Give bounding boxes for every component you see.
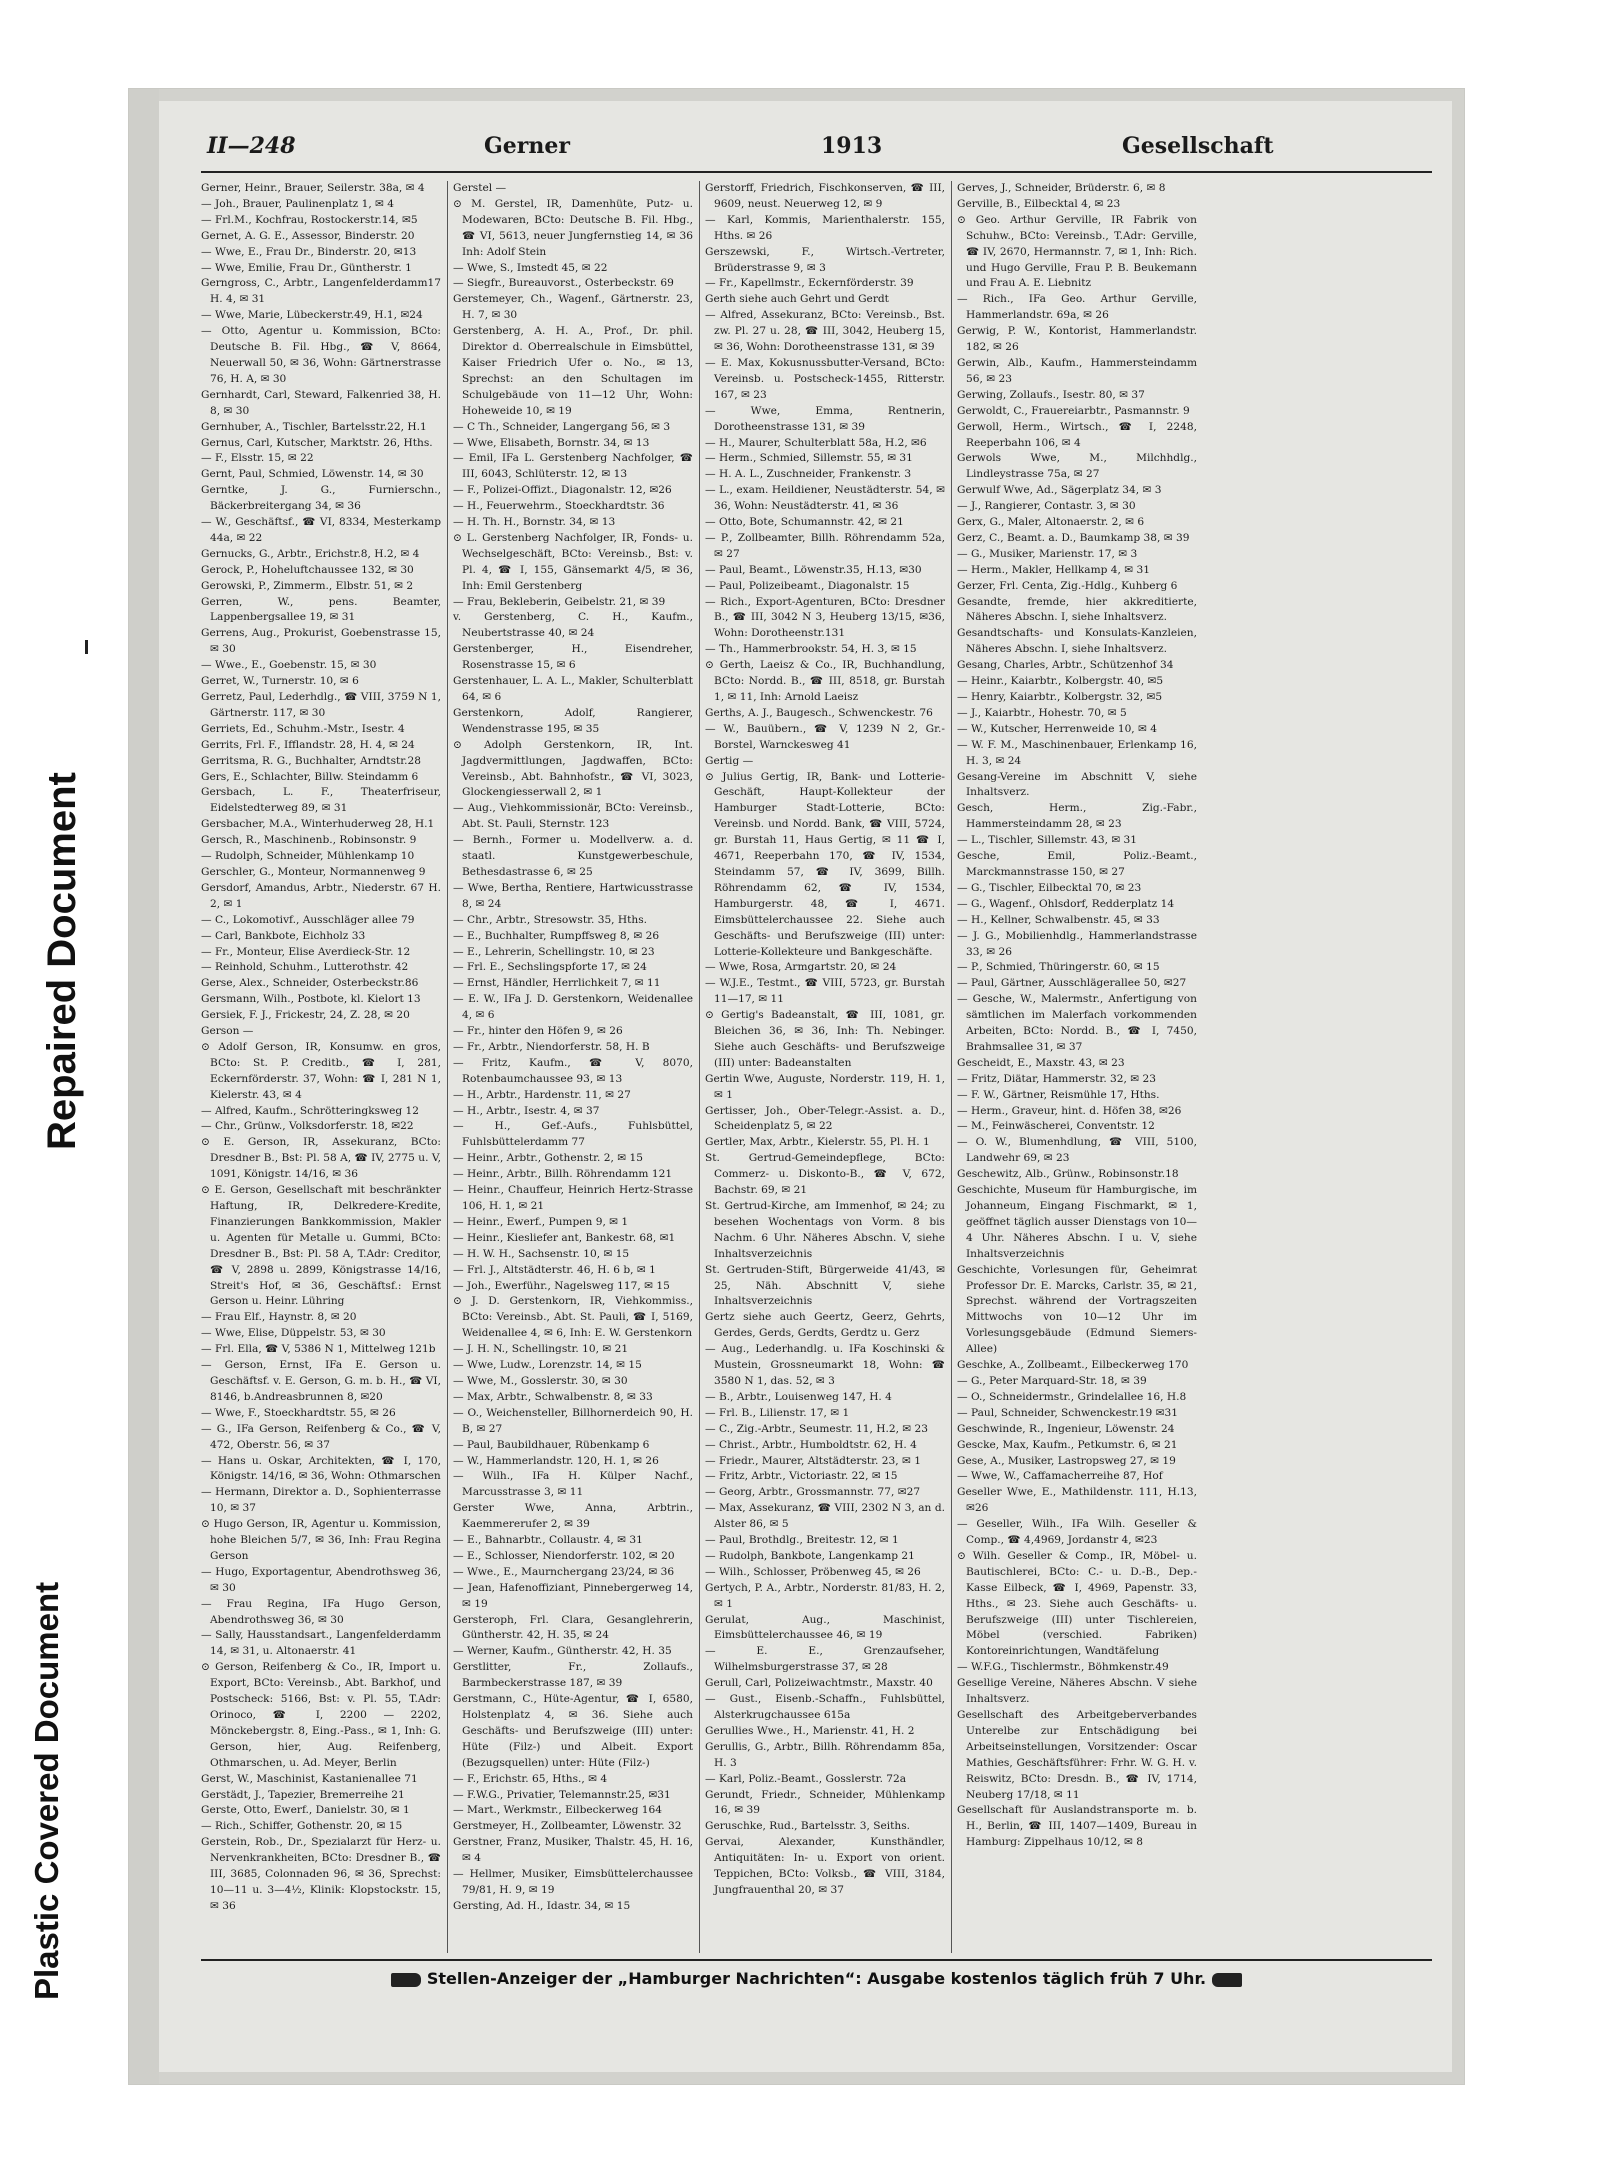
directory-entry: — Rich., Export-Agenturen, BCto: Dresdner B., ☎ III, 3042 N 3, Heuberg 13/15, ✉36, Wohn: Dorotheenstr.131	[705, 595, 945, 640]
directory-entry: Gerse, Alex., Schneider, Osterbeckstr.86	[201, 977, 419, 990]
directory-entry: Gerstel —	[453, 182, 507, 194]
directory-entry: Gerwols Wwe, M., Milchhdlg., Lindleystrasse 75a, ✉ 27	[957, 452, 1197, 481]
directory-entry: — Fritz, Arbtr., Victoriastr. 22, ✉ 15	[705, 1470, 898, 1483]
directory-entry: Gerritsma, R. G., Buchhalter, Arndtstr.28	[201, 754, 422, 767]
directory-entry: — P., Zollbeamter, Billh. Röhrendamm 52a, ✉ 27	[705, 531, 945, 560]
directory-entry: — Karl, Kommis, Marienthalerstr. 155, Hths. ✉ 26	[705, 213, 945, 242]
column-divider	[951, 181, 952, 1953]
directory-entry: — Otto, Agentur u. Kommission, BCto: Deutsche B. Fil. Hbg., ☎ V, 8664, Neuerwall 50, ✉ 36, Wohn: Gärtnerstrasse 76, H. A, ✉ 30	[201, 325, 441, 385]
directory-entry: — Frau Elf., Haynstr. 8, ✉ 20	[201, 1311, 357, 1324]
directory-entry: Gerths, A. J., Baugesch., Schwenckestr. 76	[705, 706, 933, 719]
directory-entry: — Friedr., Maurer, Altstädterstr. 23, ✉ 1	[705, 1454, 921, 1467]
directory-entry: — G., Peter Marquard-Str. 18, ✉ 39	[957, 1374, 1147, 1387]
directory-entry: Gerstorff, Friedrich, Fischkonserven, ☎ III, 9609, neust. Neuerweg 12, ✉ 9	[705, 182, 945, 210]
directory-entry: — Mart., Werkmstr., Eilbeckerweg 164	[453, 1804, 663, 1817]
directory-entry: Gerock, P., Hoheluftchaussee 132, ✉ 30	[201, 563, 414, 576]
directory-entry: — G., Musiker, Marienstr. 17, ✉ 3	[957, 547, 1138, 560]
directory-entry: — L., exam. Heildiener, Neustädterstr. 54, ✉ 36, Wohn: Neustädterstr. 41, ✉ 36	[705, 484, 945, 513]
directory-entry: Gerstenberg, A. H. A., Prof., Dr. phil. Direktor d. Oberrealschule in Eimsbüttel, Kaiser Friedrich Ufer o. No., ✉ 13, Sprechst: an den Schultagen im Schulgebäude von 11—12 Uhr, Wohn: Hoheweide 10, ✉ 19	[453, 325, 693, 417]
directory-entry: Gersch, R., Maschinenb., Robinsonstr. 9	[201, 834, 417, 847]
scanned-page	[128, 88, 1465, 2085]
directory-entry: — Bernh., Former u. Modellverw. a. d. staatl. Kunstgewerbeschule, Bethesdastrasse 6, ✉ 25	[453, 834, 693, 878]
directory-entry: Gerzer, Frl. Centa, Zig.-Hdlg., Kuhberg 6	[957, 579, 1178, 592]
directory-entry: — Aug., Lederhandlg. u. IFa Koschinski & Mustein, Grossneumarkt 18, Wohn: ☎ 3580 N 1, das. 52, ✉ 3	[705, 1343, 945, 1387]
directory-entry: Gersmann, Wilh., Postbote, kl. Kielort 13	[201, 993, 421, 1006]
directory-entry: — Chr., Arbtr., Stresowstr. 35, Hths.	[453, 913, 648, 926]
directory-entry: Gerret, W., Turnerstr. 10, ✉ 6	[201, 675, 359, 688]
directory-column-3	[705, 181, 945, 1951]
directory-entry: Gertig —	[705, 754, 754, 767]
directory-entry: — Joh., Ewerführ., Nagelsweg 117, ✉ 15	[453, 1279, 670, 1292]
directory-entry: Gerstmeyer, H., Zollbeamter, Löwenstr. 32	[453, 1820, 682, 1833]
directory-entry: Gerwing, Zollaufs., Isestr. 80, ✉ 37	[957, 388, 1145, 401]
directory-entry: — Fr., Kapellmstr., Eckernförderstr. 39	[705, 277, 914, 290]
footer-text: Stellen-Anzeiger der „Hamburger Nachrichten“: Ausgabe kostenlos täglich früh 7 Uhr.	[426, 1969, 1207, 1988]
directory-entry: Gernhardt, Carl, Steward, Falkenried 38, H. 8, ✉ 30	[201, 388, 441, 417]
directory-entry: — Gust., Eisenb.-Schaffn., Fuhlsbüttel, Alsterkrugchaussee 615a	[705, 1693, 945, 1721]
directory-entry: Geschichte, Vorlesungen für, Geheimrat Professor Dr. E. Marcks, Carlstr. 35, ✉ 21, Sprechst. während der Vortragszeiten Mittwochs von 10—12 Uhr im Vorlesungsgebäude (Edmund Siemers-Allee)	[957, 1263, 1197, 1356]
directory-entry: ⊙ Gertig's Badeanstalt, ☎ III, 1081, gr. Bleichen 36, ✉ 36, Inh: Th. Nebinger. Siehe auch Geschäfts- und Berufszweige (III) unter: Badeanstalten	[705, 1009, 945, 1069]
running-header	[129, 133, 1464, 169]
directory-entry: — Wwe, S., Imstedt 45, ✉ 22	[453, 261, 608, 274]
directory-entry: Gerste, Otto, Ewerf., Danielstr. 30, ✉ 1	[201, 1804, 410, 1817]
directory-entry: Gers, E., Schlachter, Billw. Steindamm 6	[201, 770, 419, 783]
directory-entry: Gertych, P. A., Arbtr., Norderstr. 81/83, H. 2, ✉ 1	[705, 1581, 945, 1610]
directory-entry: — Reinhold, Schuhm., Lutterothstr. 42	[201, 961, 409, 974]
directory-entry: — Frau Regina, IFa Hugo Gerson, Abendrothsweg 36, ✉ 30	[201, 1597, 441, 1626]
directory-entry: — P., Schmied, Thüringerstr. 60, ✉ 15	[957, 961, 1160, 974]
directory-entry: — O., Weichensteller, Billhornerdeich 90, H. B, ✉ 27	[453, 1406, 693, 1435]
directory-entry: — C., Zig.-Arbtr., Seumestr. 11, H.2, ✉ 23	[705, 1422, 929, 1435]
directory-entry: Gesellige Vereine, Näheres Abschn. V siehe Inhaltsverz.	[957, 1677, 1197, 1706]
directory-entry: — W.F.G., Tischlermstr., Böhmkenstr.49	[957, 1661, 1169, 1674]
directory-entry: St. Gertruden-Stift, Bürgerweide 41/43, ✉ 25, Näh. Abschnitt V, siehe Inhaltsverzeichnis	[705, 1263, 945, 1308]
directory-entry: — Wwe, Elisabeth, Bornstr. 34, ✉ 13	[453, 436, 650, 449]
directory-entry: — Gerson, Ernst, IFa E. Gerson u. Geschäftsf. v. E. Gerson, G. m. b. H., ☎ VI, 8146, b.Andreasbrunnen 8, ✉20	[201, 1359, 441, 1403]
directory-entry: — E. Max, Kokusnussbutter-Versand, BCto: Vereinsb. u. Postscheck-1455, Ritterstr. 167, ✉ 23	[705, 356, 945, 401]
directory-entry: — Werner, Kaufm., Güntherstr. 42, H. 35	[453, 1645, 672, 1658]
directory-entry: Gerves, J., Schneider, Brüderstr. 6, ✉ 8	[957, 182, 1166, 194]
directory-entry: Gerullis, G., Arbtr., Billh. Röhrendamm 85a, H. 3	[705, 1740, 945, 1769]
directory-entry: ⊙ Adolf Gerson, IR, Konsumw. en gros, BCto: St. P. Creditb., ☎ I, 281, Eckernförderstr. 37, Wohn: ☎ I, 281 N 1, Kielerstr. 43, ✉ 4	[201, 1040, 441, 1101]
directory-entry: — Frl.M., Kochfrau, Rostockerstr.14, ✉5	[201, 213, 418, 226]
directory-entry: — E. W., IFa J. D. Gerstenkorn, Weidenallee 4, ✉ 6	[453, 993, 693, 1022]
directory-entry: Gertler, Max, Arbtr., Kielerstr. 55, Pl. H. 1	[705, 1136, 930, 1149]
directory-entry: — B., Arbtr., Louisenweg 147, H. 4	[705, 1390, 892, 1403]
page-binding-edge	[129, 89, 159, 2084]
directory-entry: — Paul, Schneider, Schwenckestr.19 ✉31	[957, 1406, 1179, 1419]
directory-entry: — W., Kutscher, Herrenweide 10, ✉ 4	[957, 722, 1158, 735]
directory-entry: ⊙ Adolph Gerstenkorn, IR, Int. Jagdvermittlungen, Jagdwaffen, BCto: Vereinsb., Abt. Bahnhofstr., ☎ VI, 3023, Glockengiesserwall 2, ✉ 1	[453, 738, 693, 799]
directory-entry: Gersdorf, Amandus, Arbtr., Niederstr. 67 H. 2, ✉ 1	[201, 881, 441, 910]
directory-entry: Gerszewski, F., Wirtsch.-Vertreter, Brüderstrasse 9, ✉ 3	[705, 245, 945, 274]
header-rule	[201, 171, 1432, 173]
directory-entry: Gerstenberger, H., Eisendreher, Rosenstrasse 15, ✉ 6	[453, 643, 693, 672]
directory-entry: — Heinr., Chauffeur, Heinrich Hertz-Strasse 106, H. 1, ✉ 21	[453, 1184, 693, 1212]
directory-entry: — Christ., Arbtr., Humboldtstr. 62, H. 4	[705, 1438, 917, 1451]
directory-entry: Gernhuber, A., Tischler, Bartelsstr.22, H.1	[201, 420, 427, 433]
header-last-entry: Gesellschaft	[1122, 133, 1274, 159]
directory-entry: — Paul, Gärtner, Ausschlägerallee 50, ✉27	[957, 977, 1187, 990]
directory-entry: — G., IFa Gerson, Reifenberg & Co., ☎ V, 472, Oberstr. 56, ✉ 37	[201, 1422, 441, 1451]
directory-entry: Gesch, Herm., Zig.-Fabr., Hammersteindamm 28, ✉ 23	[957, 802, 1197, 831]
directory-entry: — H. W. H., Sachsenstr. 10, ✉ 15	[453, 1247, 630, 1260]
directory-entry: — Joh., Brauer, Paulinenplatz 1, ✉ 4	[201, 197, 395, 210]
directory-entry: — J. G., Mobilienhdlg., Hammerlandstrasse 33, ✉ 26	[957, 929, 1197, 958]
directory-entry: — C Th., Schneider, Langergang 56, ✉ 3	[453, 420, 671, 433]
directory-column-2	[453, 181, 693, 1951]
directory-entry: Gerull, Carl, Polizeiwachtmstr., Maxstr. 40	[705, 1677, 933, 1690]
directory-entry: — Aug., Viehkommissionär, BCto: Vereinsb., Abt. St. Pauli, Sternstr. 123	[453, 802, 693, 831]
directory-entry: Gerstenkorn, Adolf, Rangierer, Wendenstrasse 195, ✉ 35	[453, 706, 693, 735]
directory-entry: Gesche, Emil, Poliz.-Beamt., Marckmannstrasse 150, ✉ 27	[957, 850, 1197, 878]
directory-entry: Gerundt, Friedr., Schneider, Mühlenkamp 16, ✉ 39	[705, 1788, 945, 1817]
directory-entry: Gerst, W., Maschinist, Kastanienallee 71	[201, 1772, 418, 1785]
directory-entry: — F.W.G., Privatier, Telemannstr.25, ✉31	[453, 1788, 671, 1801]
directory-entry: Gerullies Wwe., H., Marienstr. 41, H. 2	[705, 1724, 915, 1737]
directory-entry: — Geseller, Wilh., IFa Wilh. Geseller & Comp., ☎ 4,4969, Jordanstr 4, ✉23	[957, 1518, 1197, 1547]
directory-entry: Geschke, A., Zollbeamt., Eilbeckerweg 170	[957, 1359, 1189, 1372]
directory-entry: Geschwinde, R., Ingenieur, Löwenstr. 24	[957, 1422, 1175, 1435]
directory-entry: — J., Kaiarbtr., Hohestr. 70, ✉ 5	[957, 706, 1127, 719]
directory-entry: — Heinr., Arbtr., Gothenstr. 2, ✉ 15	[453, 1152, 643, 1165]
directory-entry: ⊙ Julius Gertig, IR, Bank- und Lotterie-Geschäft, Haupt-Kollekteur der Hamburger Stadt-Lotterie, BCto: Vereinsb. und Nordd. Bank, ☎ VIII, 5724, gr. Burstah 11, Haus Gertig, ✉ 11 ☎ I, 4671, Reeperbahn 170, ☎ IV, 1534, Steindamm 57, ☎ IV, 3699, Billh. Röhrendamm 62, ☎ IV, 1534, Hamburgerstr. 48, ☎ I, 4671. Eimsbüttelerchaussee 22. Siehe auch Geschäfts- und Berufszweige (III) unter: Lotterie-Kollekteure und Bankgeschäfte.	[705, 770, 945, 958]
directory-entry: — Alfred, Kaufm., Schrötteringksweg 12	[201, 1104, 420, 1117]
directory-entry: — Fr., Monteur, Elise Averdieck-Str. 12	[201, 945, 411, 958]
directory-entry: ⊙ Gerson, Reifenberg & Co., IR, Import u. Export, BCto: Vereinsb., Abt. Barkhof, und Postscheck: 5166, Bst: v. Pl. 55, T.Adr: Orinoco, ☎ I, 2200 — 2202, Mönckebergstr. 8, Eing.-Pass., ✉ 1, Inh: G. Gerson, hier, Aug. Reifenberg, Othmarschen, u. Ad. Meyer, Berlin	[201, 1661, 441, 1769]
directory-entry: Gerren, W., pens. Beamter, Lappenbergsallee 19, ✉ 31	[201, 595, 441, 624]
directory-entry: — F. W., Gärtner, Reismühle 17, Hths.	[957, 1088, 1160, 1101]
directory-entry: — Wwe, W., Caffamacherreihe 87, Hof	[957, 1470, 1163, 1483]
directory-entry: — Heinr., Kaiarbtr., Kolbergstr. 40, ✉5	[957, 675, 1164, 688]
directory-entry: Gerschler, G., Monteur, Normannenweg 9	[201, 865, 426, 878]
directory-entry: — Wwe., E., Maurnchergang 23/24, ✉ 36	[453, 1565, 675, 1578]
directory-entry: — Wwe, Bertha, Rentiere, Hartwicusstrasse 8, ✉ 24	[453, 881, 693, 910]
directory-entry: Gesandtschafts- und Konsulats-Kanzleien, Näheres Abschn. I, siehe Inhaltsverz.	[957, 627, 1197, 656]
directory-entry: — Max, Arbtr., Schwalbenstr. 8, ✉ 33	[453, 1390, 653, 1403]
directory-entry: — F., Erichstr. 65, Hths., ✉ 4	[453, 1772, 608, 1785]
directory-entry: Gerretz, Paul, Lederhdlg., ☎ VIII, 3759 N 1, Gärtnerstr. 117, ✉ 30	[201, 691, 441, 719]
directory-entry: — G., Wagenf., Ohlsdorf, Redderplatz 14	[957, 897, 1175, 910]
directory-entry: — J., Rangierer, Contastr. 3, ✉ 30	[957, 500, 1136, 513]
directory-entry: — H., Arbtr., Isestr. 4, ✉ 37	[453, 1104, 600, 1117]
directory-entry: — Carl, Bankbote, Eichholz 33	[201, 929, 366, 942]
directory-entry: Geseller Wwe, E., Mathildenstr. 111, H.13, ✉26	[957, 1486, 1197, 1515]
directory-entry: — Georg, Arbtr., Grossmannstr. 77, ✉27	[705, 1486, 921, 1499]
directory-entry: — Henry, Kaiarbtr., Kolbergstr. 32, ✉5	[957, 691, 1163, 703]
directory-entry: — Wwe, Ludw., Lorenzstr. 14, ✉ 15	[453, 1359, 642, 1372]
header-year: 1913	[821, 133, 883, 159]
directory-entry: St. Gertrud-Gemeindepflege, BCto: Commerz- u. Diskonto-B., ☎ V, 672, Bachstr. 69, ✉ 21	[705, 1152, 945, 1197]
directory-entry: Gernet, A. G. E., Assessor, Binderstr. 20	[201, 229, 415, 242]
directory-entry: Gerwig, P. W., Kontorist, Hammerlandstr. 182, ✉ 26	[957, 325, 1197, 354]
directory-entry: — Frl. Ella, ☎ V, 5386 N 1, Mittelweg 121b	[201, 1343, 436, 1356]
directory-entry: Gerrits, Frl. F., Ifflandstr. 28, H. 4, ✉ 24	[201, 738, 415, 751]
directory-entry: Gese, A., Musiker, Lastropsweg 27, ✉ 19	[957, 1454, 1176, 1467]
directory-entry: — E., Schlosser, Niendorferstr. 102, ✉ 20	[453, 1549, 675, 1562]
directory-entry: — Rich., Schiffer, Gothenstr. 20, ✉ 15	[201, 1820, 403, 1833]
pointing-hand-icon	[391, 1973, 421, 1987]
directory-entry: Gerville, B., Eilbecktal 4, ✉ 23	[957, 197, 1121, 210]
directory-entry: — Frl. J., Altstädterstr. 46, H. 6 b, ✉ 1	[453, 1263, 656, 1276]
directory-entry: — E. E., Grenzaufseher, Wilhelmsburgerstrasse 37, ✉ 28	[705, 1645, 945, 1674]
directory-entry: ⊙ Hugo Gerson, IR, Agentur u. Kommission, hohe Bleichen 5/7, ✉ 36, Inh: Frau Regina Gerson	[201, 1518, 441, 1562]
directory-entry: Gersbacher, M.A., Winterhuderweg 28, H.1	[201, 818, 435, 831]
directory-entry: — G., Tischler, Eilbecktal 70, ✉ 23	[957, 881, 1142, 894]
directory-entry: Gerowski, P., Zimmerm., Elbstr. 51, ✉ 2	[201, 579, 414, 592]
directory-entry: Gerwoll, Herm., Wirtsch., ☎ I, 2248, Reeperbahn 106, ✉ 4	[957, 420, 1197, 449]
directory-entry: — F., Elsstr. 15, ✉ 22	[201, 452, 314, 465]
directory-entry: Gerner, Heinr., Brauer, Seilerstr. 38a, ✉ 4	[201, 182, 425, 194]
directory-entry: Gerz, C., Beamt. a. D., Baumkamp 38, ✉ 39	[957, 531, 1190, 544]
directory-entry: Gerstemeyer, Ch., Wagenf., Gärtnerstr. 23, H. 7, ✉ 30	[453, 293, 693, 322]
directory-entry: — Herm., Makler, Hellkamp 4, ✉ 31	[957, 563, 1150, 576]
edge-mark	[85, 640, 88, 654]
directory-entry: Gerrens, Aug., Prokurist, Goebenstrasse 15, ✉ 30	[201, 627, 441, 656]
header-first-entry: Gerner	[484, 133, 570, 159]
directory-entry: — Heinr., Ewerf., Pumpen 9, ✉ 1	[453, 1215, 629, 1228]
directory-entry: Gesandte, fremde, hier akkreditierte, Näheres Abschn. I, siehe Inhaltsverz.	[957, 595, 1197, 624]
directory-entry: ⊙ Wilh. Geseller & Comp., IR, Möbel- u. Bautischlerei, BCto: C.- u. D.-B., Dep.-Kasse Eilbeck, ☎ I, 4969, Papenstr. 33, Hths., ✉ 23. Siehe auch Geschäfts- u. Berufszweige (III) unter Tischlereien, Möbel (verschied. Fabriken) Kontoreinrichtungen, Wandtäfelung	[957, 1549, 1197, 1658]
directory-entry: — H., Kellner, Schwalbenstr. 45, ✉ 33	[957, 913, 1160, 926]
directory-entry: — Paul, Polizeibeamt., Diagonalstr. 15	[705, 579, 910, 592]
directory-entry: Geruschke, Rud., Bartelsstr. 3, Seiths.	[705, 1820, 911, 1833]
directory-entry: Gesang-Vereine im Abschnitt V, siehe Inhaltsverz.	[957, 770, 1197, 799]
directory-entry: Geschewitz, Alb., Grünw., Robinsonstr.18	[957, 1168, 1179, 1181]
directory-entry: — H., Feuerwehrm., Stoeckhardtstr. 36	[453, 500, 665, 513]
directory-entry: Gersting, Ad. H., Idastr. 34, ✉ 15	[453, 1899, 631, 1912]
directory-entry: — Frl. E., Sechslingspforte 17, ✉ 24	[453, 961, 647, 974]
directory-entry: Gervai, Alexander, Kunsthändler, Antiquitäten: In- u. Export von orient. Teppichen, BCto: Volksb., ☎ VIII, 3184, Jungfrauenthal 20, ✉ 37	[705, 1836, 945, 1896]
directory-entry: — J. H. N., Schellingstr. 10, ✉ 21	[453, 1343, 629, 1356]
directory-entry: — Karl, Poliz.-Beamt., Gosslerstr. 72a	[705, 1772, 907, 1785]
directory-entry: Gerstenhauer, L. A. L., Makler, Schulterblatt 64, ✉ 6	[453, 675, 693, 703]
directory-entry: — Sally, Hausstandsart., Langenfelderdamm 14, ✉ 31, u. Altonaerstr. 41	[201, 1629, 441, 1658]
directory-entry: — Wwe, F., Stoeckhardtstr. 55, ✉ 26	[201, 1406, 396, 1419]
directory-entry: Gerwoldt, C., Frauereiarbtr., Pasmannstr. 9	[957, 404, 1190, 417]
column-divider	[447, 181, 448, 1953]
directory-entry: Gersbach, L. F., Theaterfriseur, Eidelstedterweg 89, ✉ 31	[201, 786, 441, 815]
directory-entry: — Paul, Beamt., Löwenstr.35, H.13, ✉30	[705, 563, 922, 576]
directory-entry: — E., Lehrerin, Schellingstr. 10, ✉ 23	[453, 945, 655, 958]
directory-entry: Gernus, Carl, Kutscher, Marktstr. 26, Hths.	[201, 436, 433, 449]
directory-entry: — W., Hammerlandstr. 120, H. 1, ✉ 26	[453, 1454, 659, 1467]
directory-entry: — Ernst, Händler, Herrlichkeit 7, ✉ 11	[453, 977, 661, 990]
directory-entry: — Wwe, Emilie, Frau Dr., Güntherstr. 1	[201, 261, 412, 274]
side-label-repaired: Repaired Document	[40, 772, 84, 1150]
directory-entry: v. Gerstenberg, C. H., Kaufm., Neubertstrasse 40, ✉ 24	[453, 611, 693, 640]
directory-entry: — Jean, Hafenoffiziant, Pinnebergerweg 14, ✉ 19	[453, 1581, 693, 1610]
directory-entry: — Hermann, Direktor a. D., Sophienterrasse 10, ✉ 37	[201, 1486, 441, 1515]
directory-column-4	[957, 181, 1197, 1951]
directory-entry: — Frau, Bekleberin, Geibelstr. 21, ✉ 39	[453, 595, 666, 608]
directory-entry: ⊙ Geo. Arthur Gerville, IR Fabrik von Schuhw., BCto: Vereinsb., T.Adr: Gerville, ☎ IV, 2670, Hermannstr. 7, ✉ 1, Inh: Rich. und Hugo Gerville, Frau P. B. Beukemann und Frau A. E. Liebnitz	[957, 213, 1197, 290]
directory-entry: — W. F. M., Maschinenbauer, Erlenkamp 16, H. 3, ✉ 24	[957, 738, 1197, 767]
directory-column-1	[201, 181, 441, 1951]
directory-entry: — Rudolph, Schneider, Mühlenkamp 10	[201, 850, 415, 863]
directory-entry: — H. Th. H., Bornstr. 34, ✉ 13	[453, 516, 616, 529]
directory-entry: — M., Feinwäscherei, Conventstr. 12	[957, 1120, 1155, 1133]
directory-entry: — Chr., Grünw., Volksdorferstr. 18, ✉22	[201, 1120, 414, 1133]
directory-entry: — E., Bahnarbtr., Collaustr. 4, ✉ 31	[453, 1534, 643, 1547]
directory-entry: — C., Lokomotivf., Ausschläger allee 79	[201, 913, 415, 926]
directory-entry: Gesellschaft des Arbeitgeberverbandes Unterelbe zur Entschädigung bei Arbeitseinstellungen, Vorsitzender: Oscar Mathies, Geschäftsführer: Frhr. W. G. H. v. Reiswitz, BCto: Dresdn. B., ☎ IV, 1714, Neuberg 17/18, ✉ 11	[957, 1709, 1197, 1801]
directory-entry: ⊙ L. Gerstenberg Nachfolger, IR, Fonds- u. Wechselgeschäft, BCto: Vereinsb., Bst: v. Pl. 4, ☎ I, 155, Gänsemarkt 4/5, ✉ 36, Inh: Emil Gerstenberg	[453, 531, 693, 592]
directory-entry: Gerulat, Aug., Maschinist, Eimsbüttelerchaussee 46, ✉ 19	[705, 1613, 945, 1642]
directory-entry: — H., Gef.-Aufs., Fuhlsbüttel, Fuhlsbüttelerdamm 77	[453, 1120, 693, 1149]
directory-entry: — F., Polizei-Offizt., Diagonalstr. 12, ✉26	[453, 484, 672, 497]
directory-entry: — Herm., Graveur, hint. d. Höfen 38, ✉26	[957, 1104, 1182, 1117]
directory-entry: — Fritz, Kaufm., ☎ V, 8070, Rotenbaumchaussee 93, ✉ 13	[453, 1056, 693, 1085]
directory-entry: Gersiek, F. J., Frickestr, 24, Z. 28, ✉ 20	[201, 1009, 410, 1022]
directory-entry: Gerth siehe auch Gehrt und Gerdt	[705, 293, 889, 306]
directory-entry: Gertin Wwe, Auguste, Norderstr. 119, H. 1, ✉ 1	[705, 1072, 945, 1101]
directory-entry: Gerster Wwe, Anna, Arbtrin., Kaemmererufer 2, ✉ 39	[453, 1502, 693, 1531]
directory-entry: — Wwe, Elise, Düppelstr. 53, ✉ 30	[201, 1327, 386, 1340]
column-divider	[699, 181, 700, 1953]
directory-entry: — H., Maurer, Schulterblatt 58a, H.2, ✉6	[705, 436, 927, 449]
directory-entry: — Wwe, Marie, Lübeckerstr.49, H.1, ✉24	[201, 309, 423, 322]
directory-entry: — Fritz, Diätar, Hammerstr. 32, ✉ 23	[957, 1072, 1156, 1085]
directory-entry: Gernucks, G., Arbtr., Erichstr.8, H.2, ✉ 4	[201, 547, 420, 560]
directory-entry: — Th., Hammerbrookstr. 54, H. 3, ✉ 15	[705, 643, 917, 656]
directory-entry: Gescke, Max, Kaufm., Petkumstr. 6, ✉ 21	[957, 1438, 1178, 1451]
directory-entry: — W., Bauübern., ☎ V, 1239 N 2, Gr.-Borstel, Warnckesweg 41	[705, 722, 945, 751]
side-label-plastic: Plastic Covered Document	[28, 1581, 65, 2000]
directory-entry: — Alfred, Assekuranz, BCto: Vereinsb., Bst. zw. Pl. 27 u. 28, ☎ III, 3042, Heuberg 15, ✉ 36, Wohn: Dorotheenstrasse 131, ✉ 39	[705, 309, 945, 354]
pointing-hand-icon	[1212, 1973, 1242, 1987]
footer-rule	[201, 1959, 1432, 1961]
directory-entry: — Siegfr., Bureauvorst., Osterbeckstr. 69	[453, 277, 674, 290]
directory-entry: ⊙ Gerth, Laeisz & Co., IR, Buchhandlung, BCto: Nordd. B., ☎ III, 8518, gr. Burstah 1, ✉ 11, Inh: Arnold Laeisz	[705, 659, 945, 703]
directory-entry: — Wwe, Rosa, Armgartstr. 20, ✉ 24	[705, 961, 897, 974]
directory-entry: — Otto, Bote, Schumannstr. 42, ✉ 21	[705, 516, 904, 529]
directory-entry: — W., Geschäftsf., ☎ VI, 8334, Mesterkamp 44a, ✉ 22	[201, 516, 441, 544]
directory-entry: — Hellmer, Musiker, Eimsbüttelerchaussee 79/81, H. 9, ✉ 19	[453, 1868, 693, 1896]
directory-entry: — Paul, Baubildhauer, Rübenkamp 6	[453, 1438, 650, 1451]
directory-entry: ⊙ E. Gerson, IR, Assekuranz, BCto: Dresdner B., Bst: Pl. 58 A, ☎ IV, 2775 u. V, 1091, Königstr. 14/16, ✉ 36	[201, 1136, 441, 1181]
directory-entry: Gerstlitter, Fr., Zollaufs., Barmbeckerstrasse 187, ✉ 39	[453, 1661, 693, 1690]
directory-entry: — Heinr., Arbtr., Billh. Röhrendamm 121	[453, 1168, 673, 1181]
directory-entry: Gerntke, J. G., Furnierschn., Bäckerbreitergang 34, ✉ 36	[201, 484, 441, 513]
directory-entry: — E., Buchhalter, Rumpffsweg 8, ✉ 26	[453, 929, 660, 942]
directory-entry: Gersteroph, Frl. Clara, Gesanglehrerin, Güntherstr. 42, H. 35, ✉ 24	[453, 1613, 693, 1642]
directory-entry: Geschichte, Museum für Hamburgische, im Johanneum, Eingang Fischmarkt, ✉ 1, geöffnet täglich ausser Dienstags von 10—4 Uhr. Näheres Abschn. I u. V, siehe Inhaltsverzeichnis	[957, 1184, 1197, 1260]
footer-advert	[201, 1969, 1432, 1999]
directory-entry: Gerx, G., Maler, Altonaerstr. 2, ✉ 6	[957, 516, 1145, 529]
directory-entry: Gescheidt, E., Maxstr. 43, ✉ 23	[957, 1056, 1125, 1069]
directory-entry: — Heinr., Kiesliefer ant, Bankestr. 68, ✉1	[453, 1231, 676, 1244]
directory-entry: Gesellschaft für Auslandstransporte m. b. H., Berlin, ☎ III, 1407—1409, Bureau in Hamburg: Zippelhaus 10/12, ✉ 8	[957, 1804, 1197, 1849]
directory-entry: Gerwulf Wwe, Ad., Sägerplatz 34, ✉ 3	[957, 484, 1162, 497]
directory-entry: — L., Tischler, Sillemstr. 43, ✉ 31	[957, 834, 1138, 847]
directory-entry: — Wwe, Emma, Rentnerin, Dorotheenstrasse 131, ✉ 39	[705, 404, 945, 433]
directory-entry: Gerstein, Rob., Dr., Spezialarzt für Herz- u. Nervenkrankheiten, BCto: Dresdner B., ☎ III, 3685, Colonnaden 96, ✉ 36, Sprechst: 10—11 u. 3—4½, Klinik: Klopstockstr. 15, ✉ 36	[201, 1836, 441, 1912]
directory-entry: — Hugo, Exportagentur, Abendrothsweg 36, ✉ 30	[201, 1565, 441, 1594]
directory-entry: — H. A. L., Zuschneider, Frankenstr. 3	[705, 468, 912, 481]
directory-entry: — W.J.E., Testmt., ☎ VIII, 5723, gr. Burstah 11—17, ✉ 11	[705, 977, 945, 1006]
directory-entry: — H., Arbtr., Hardenstr. 11, ✉ 27	[453, 1088, 631, 1101]
directory-entry: ⊙ J. D. Gerstenkorn, IR, Viehkommiss., BCto: Vereinsb., Abt. St. Pauli, ☎ I, 5169, Weidenallee 4, ✉ 6, Inh: E. W. Gerstenkorn	[453, 1295, 693, 1340]
directory-entry: Gertisser, Joh., Ober-Telegr.-Assist. a. D., Scheidenplatz 5, ✉ 22	[705, 1104, 945, 1133]
directory-entry: — Wilh., IFa H. Külper Nachf., Marcusstrasse 3, ✉ 11	[453, 1470, 693, 1499]
directory-entry: — Rich., IFa Geo. Arthur Gerville, Hammerlandstr. 69a, ✉ 26	[957, 293, 1197, 322]
directory-entry: Gertz siehe auch Geertz, Geerz, Gehrts, Gerdes, Gerds, Gerdts, Gerdtz u. Gerz	[705, 1311, 945, 1340]
directory-entry: ⊙ E. Gerson, Gesellschaft mit beschränkter Haftung, IR, Delkredere-Kredite, Finanzierungen Bankkommission, Makler u. Agenten für Metalle u. Gummi, BCto: Dresdner B., Bst: Pl. 58 A, T.Adr: Creditor, ☎ V, 2898 u. 2899, Königstrasse 14/16, Streit's Hof, ✉ 36, Geschäftsf.: Ernst Gerson u. Heinr. Lühring	[201, 1184, 441, 1308]
directory-entry: — Frl. B., Lilienstr. 17, ✉ 1	[705, 1406, 850, 1419]
directory-entry: — Fr., Arbtr., Niendorferstr. 58, H. B	[453, 1040, 650, 1053]
directory-entry: Gerngross, C., Arbtr., Langenfelderdamm17 H. 4, ✉ 31	[201, 277, 441, 306]
directory-entry: Gerson —	[201, 1025, 254, 1038]
directory-entry: — Hans u. Oskar, Architekten, ☎ I, 170, Königstr. 14/16, ✉ 36, Wohn: Othmarschen	[201, 1454, 441, 1483]
page-number: II—248	[207, 133, 296, 159]
directory-entry: ⊙ M. Gerstel, IR, Damenhüte, Putz- u. Modewaren, BCto: Deutsche B. Fil. Hbg., ☎ VI, 5613, neuer Jungfernstieg 14, ✉ 36 Inh: Adolf Stein	[453, 197, 693, 258]
directory-entry: — Emil, IFa L. Gerstenberg Nachfolger, ☎ III, 6043, Schlüterstr. 12, ✉ 13	[453, 452, 693, 481]
directory-entry: Gerstmann, C., Hüte-Agentur, ☎ I, 6580, Holstenplatz 4, ✉ 36. Siehe auch Geschäfts- und Berufszweige (III) unter: Hüte (Filz-) und Albeit. Export (Bezugsquellen) unter: Hüte (Filz-)	[453, 1693, 693, 1769]
directory-entry: — Paul, Brothdlg., Breitestr. 12, ✉ 1	[705, 1534, 899, 1547]
directory-entry: — Wwe, E., Frau Dr., Binderstr. 20, ✉13	[201, 245, 417, 258]
directory-entry: — O., Schneidermstr., Grindelallee 16, H.8	[957, 1390, 1187, 1403]
directory-entry: Gerriets, Ed., Schuhm.-Mstr., Isestr. 4	[201, 722, 405, 735]
directory-entry: — Gesche, W., Malermstr., Anfertigung von sämtlichen im Malerfach vorkommenden Arbeiten, BCto: Nordd. B., ☎ I, 7450, Brahmsallee 31, ✉ 37	[957, 993, 1197, 1053]
directory-entry: — Wwe, M., Gosslerstr. 30, ✉ 30	[453, 1374, 628, 1387]
directory-entry: — O. W., Blumenhdlung, ☎ VIII, 5100, Landwehr 69, ✉ 23	[957, 1136, 1197, 1165]
directory-entry: — Fr., hinter den Höfen 9, ✉ 26	[453, 1025, 623, 1038]
directory-entry: — Wwe., E., Goebenstr. 15, ✉ 30	[201, 659, 377, 672]
directory-entry: Gesang, Charles, Arbtr., Schützenhof 34	[957, 659, 1174, 672]
directory-entry: Gernt, Paul, Schmied, Löwenstr. 14, ✉ 30	[201, 468, 424, 481]
directory-entry: St. Gertrud-Kirche, am Immenhof, ✉ 24; zu besehen Wochentags von Vorm. 8 bis Nachm. 6 Uhr. Näheres Abschn. V, siehe Inhaltsverzeichnis	[705, 1200, 945, 1260]
directory-entry: — Wilh., Schlosser, Pröbenweg 45, ✉ 26	[705, 1565, 921, 1578]
directory-entry: Gerstädt, J., Tapezier, Bremerreihe 21	[201, 1788, 405, 1801]
directory-entry: — Max, Assekuranz, ☎ VIII, 2302 N 3, an d. Alster 86, ✉ 5	[705, 1502, 945, 1531]
directory-entry: — Rudolph, Bankbote, Langenkamp 21	[705, 1549, 915, 1562]
directory-entry: — Herm., Schmied, Sillemstr. 55, ✉ 31	[705, 452, 913, 465]
directory-entry: Gerstner, Franz, Musiker, Thalstr. 45, H. 16, ✉ 4	[453, 1836, 693, 1865]
directory-entry: Gerwin, Alb., Kaufm., Hammersteindamm 56, ✉ 23	[957, 356, 1197, 385]
